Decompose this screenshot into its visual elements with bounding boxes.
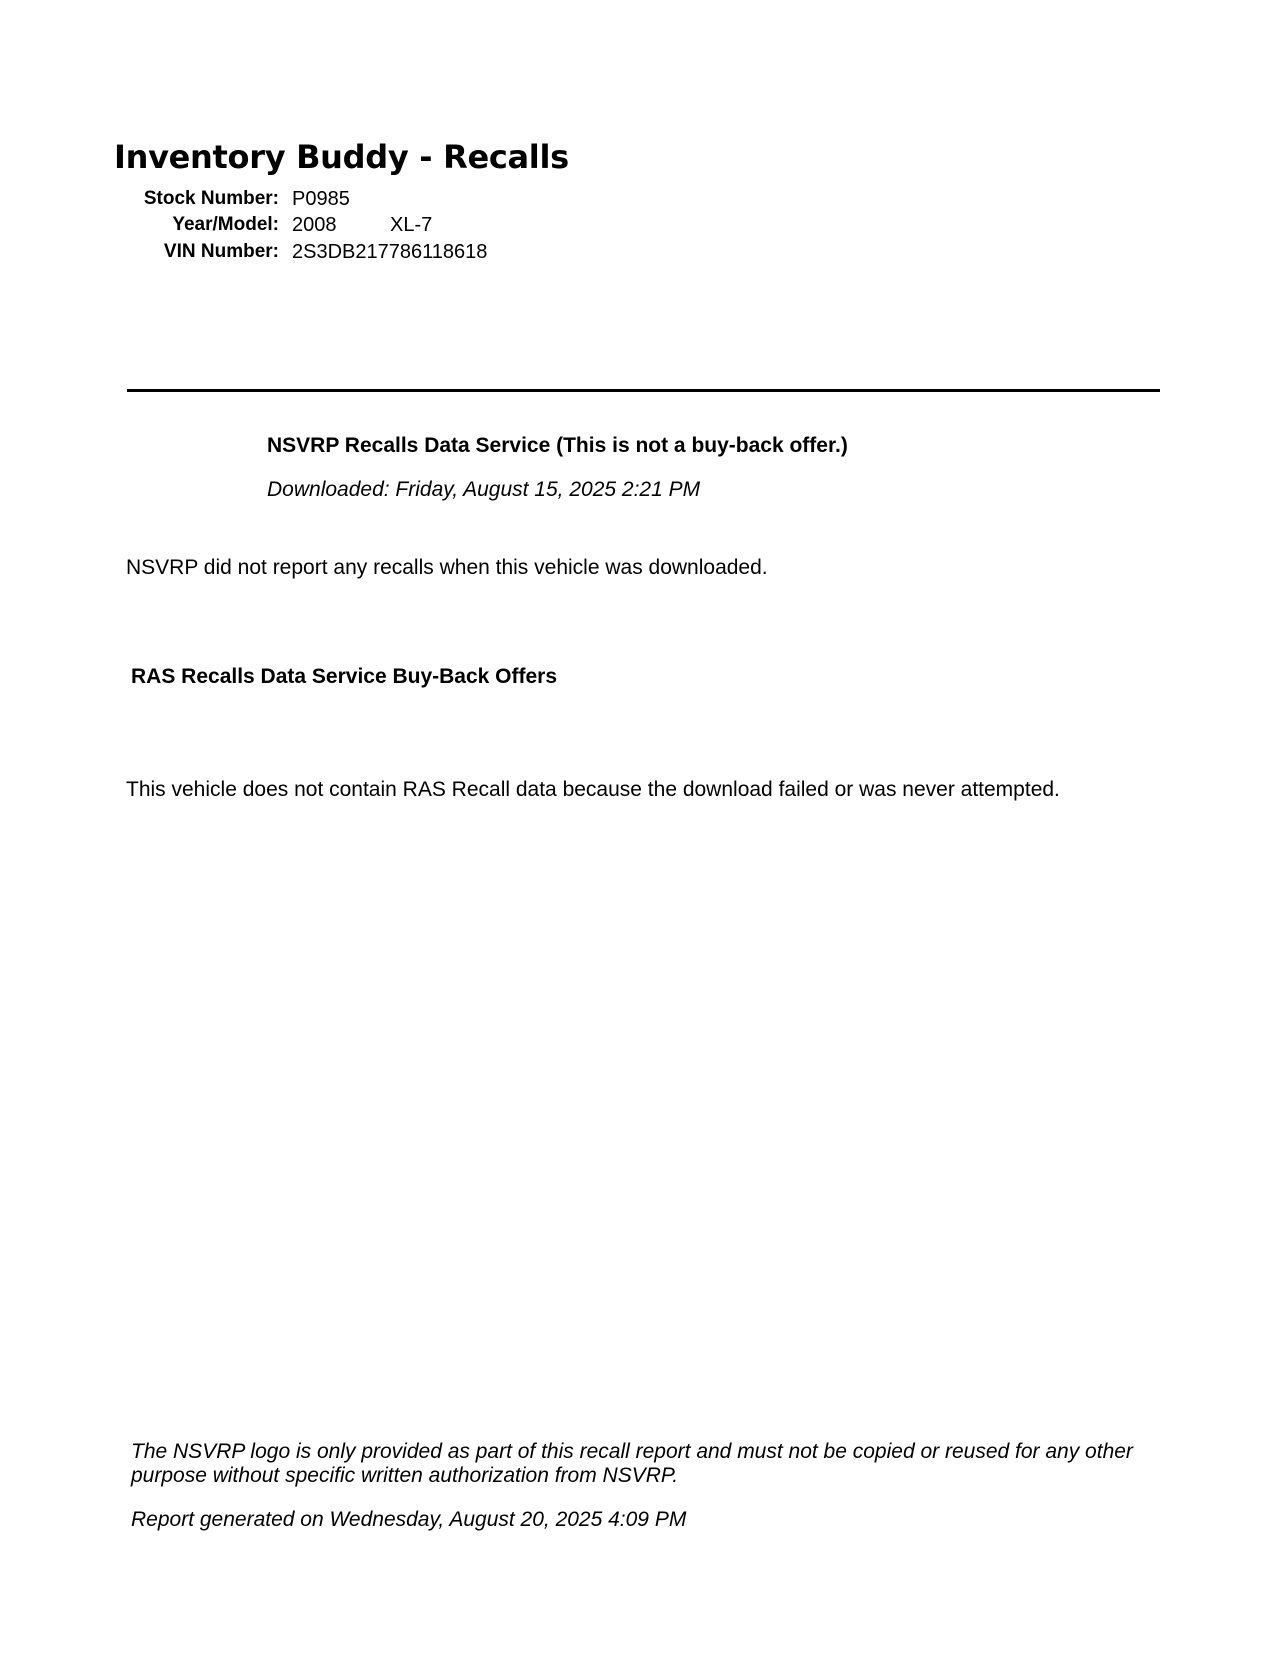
- section-divider: [127, 389, 1160, 392]
- page-title: Inventory Buddy - Recalls: [114, 138, 569, 176]
- stock-number-value: P0985: [292, 188, 350, 210]
- vin-number-label: VIN Number:: [163, 241, 279, 262]
- ras-status-text: This vehicle does not contain RAS Recall data because the download failed or was never attempted.: [126, 778, 1060, 801]
- vin-number-value: 2S3DB217786118618: [292, 241, 488, 263]
- nsvrp-status-text: NSVRP did not report any recalls when this vehicle was downloaded.: [126, 556, 768, 579]
- year-model-label: Year/Model:: [172, 214, 279, 235]
- report-generated-timestamp: Report generated on Wednesday, August 20, 2025 4:09 PM: [131, 1508, 687, 1531]
- model-value: XL-7: [390, 214, 433, 236]
- nsvrp-section-heading: NSVRP Recalls Data Service (This is not a buy-back offer.): [267, 434, 848, 457]
- year-value: 2008: [292, 214, 337, 236]
- logo-usage-notice: The NSVRP logo is only provided as part of this recall report and must not be copied or reused for any other purpose without specific written authorization from NSVRP.: [131, 1440, 1133, 1487]
- nsvrp-downloaded-timestamp: Downloaded: Friday, August 15, 2025 2:21 PM: [267, 478, 701, 501]
- stock-number-label: Stock Number:: [143, 188, 279, 209]
- ras-section-heading: RAS Recalls Data Service Buy-Back Offers: [131, 665, 558, 688]
